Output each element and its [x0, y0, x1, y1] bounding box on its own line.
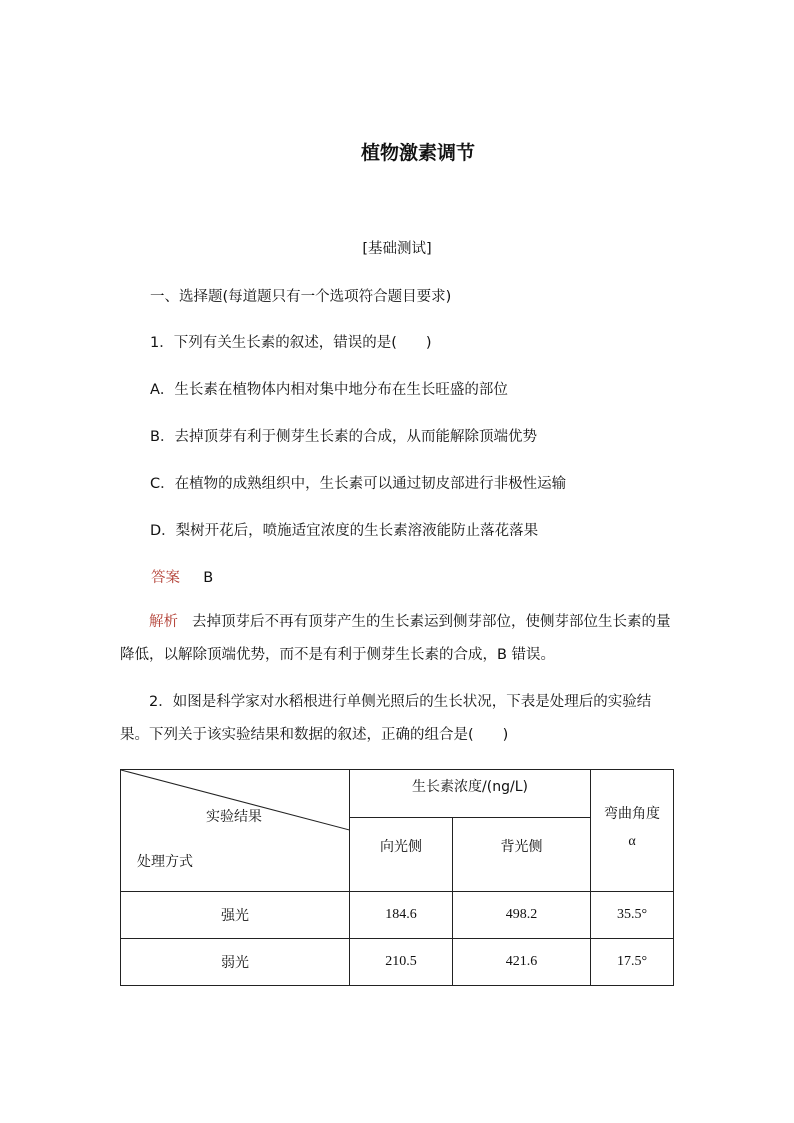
alpha-symbol: α	[628, 834, 636, 849]
question-2-stem: 2．如图是科学家对水稻根进行单侧光照后的生长状况，下表是处理后的实验结果。下列关于该实验结果和数据的叙述，正确的组合是( )	[120, 694, 652, 743]
question-1-option-c: C．在植物的成熟组织中，生长素可以通过韧皮部进行非极性运输	[150, 476, 567, 492]
treatment-cell: 弱光	[121, 939, 350, 986]
question-1-stem: 1．下列有关生长素的叙述，错误的是( )	[150, 335, 432, 351]
table-row	[121, 892, 674, 939]
analysis-text: 去掉顶芽后不再有顶芽产生的生长素运到侧芽部位，使侧芽部位生长素的量降低，以解除顶端优势，而不是有利于侧芽生长素的合成，B 错误。	[120, 614, 671, 663]
question-1-answer	[151, 566, 213, 587]
bend-angle-label: 弯曲角度	[604, 806, 661, 822]
auxin-concentration-header: 生长素浓度/(ng/L)	[350, 770, 591, 818]
question-1-option-b: B．去掉顶芽有利于侧芽生长素的合成，从而能解除顶端优势	[150, 429, 537, 445]
corner-label-results: 实验结果	[206, 809, 262, 825]
bend-angle-header	[591, 770, 674, 892]
shade-side-header: 背光侧	[453, 818, 591, 892]
table-row	[121, 939, 674, 986]
answer-value: B	[203, 570, 214, 586]
bend-angle-value: 17.5°	[591, 939, 674, 986]
question-1-option-a: A．生长素在植物体内相对集中地分布在生长旺盛的部位	[150, 382, 508, 398]
results-table	[120, 769, 674, 986]
diagonal-divider	[121, 770, 350, 892]
page-title: 植物激素调节	[360, 142, 475, 164]
light-side-value: 184.6	[350, 892, 453, 939]
shade-side-value: 421.6	[453, 939, 591, 986]
bend-angle-value: 35.5°	[591, 892, 674, 939]
question-1-option-d: D．梨树开花后，喷施适宜浓度的生长素溶液能防止落花落果	[150, 523, 539, 539]
section-heading: 一、选择题(每道题只有一个选项符合题目要求)	[150, 289, 452, 305]
treatment-cell: 强光	[121, 892, 350, 939]
corner-label-treatment: 处理方式	[137, 854, 193, 870]
table-corner-cell	[121, 770, 350, 892]
section-subtitle: [基础测试]	[362, 241, 432, 257]
light-side-value: 210.5	[350, 939, 453, 986]
analysis-label: 解析	[149, 614, 178, 630]
light-side-header: 向光侧	[350, 818, 453, 892]
shade-side-value: 498.2	[453, 892, 591, 939]
question-1-analysis	[120, 606, 676, 672]
answer-label: 答案	[151, 570, 180, 586]
